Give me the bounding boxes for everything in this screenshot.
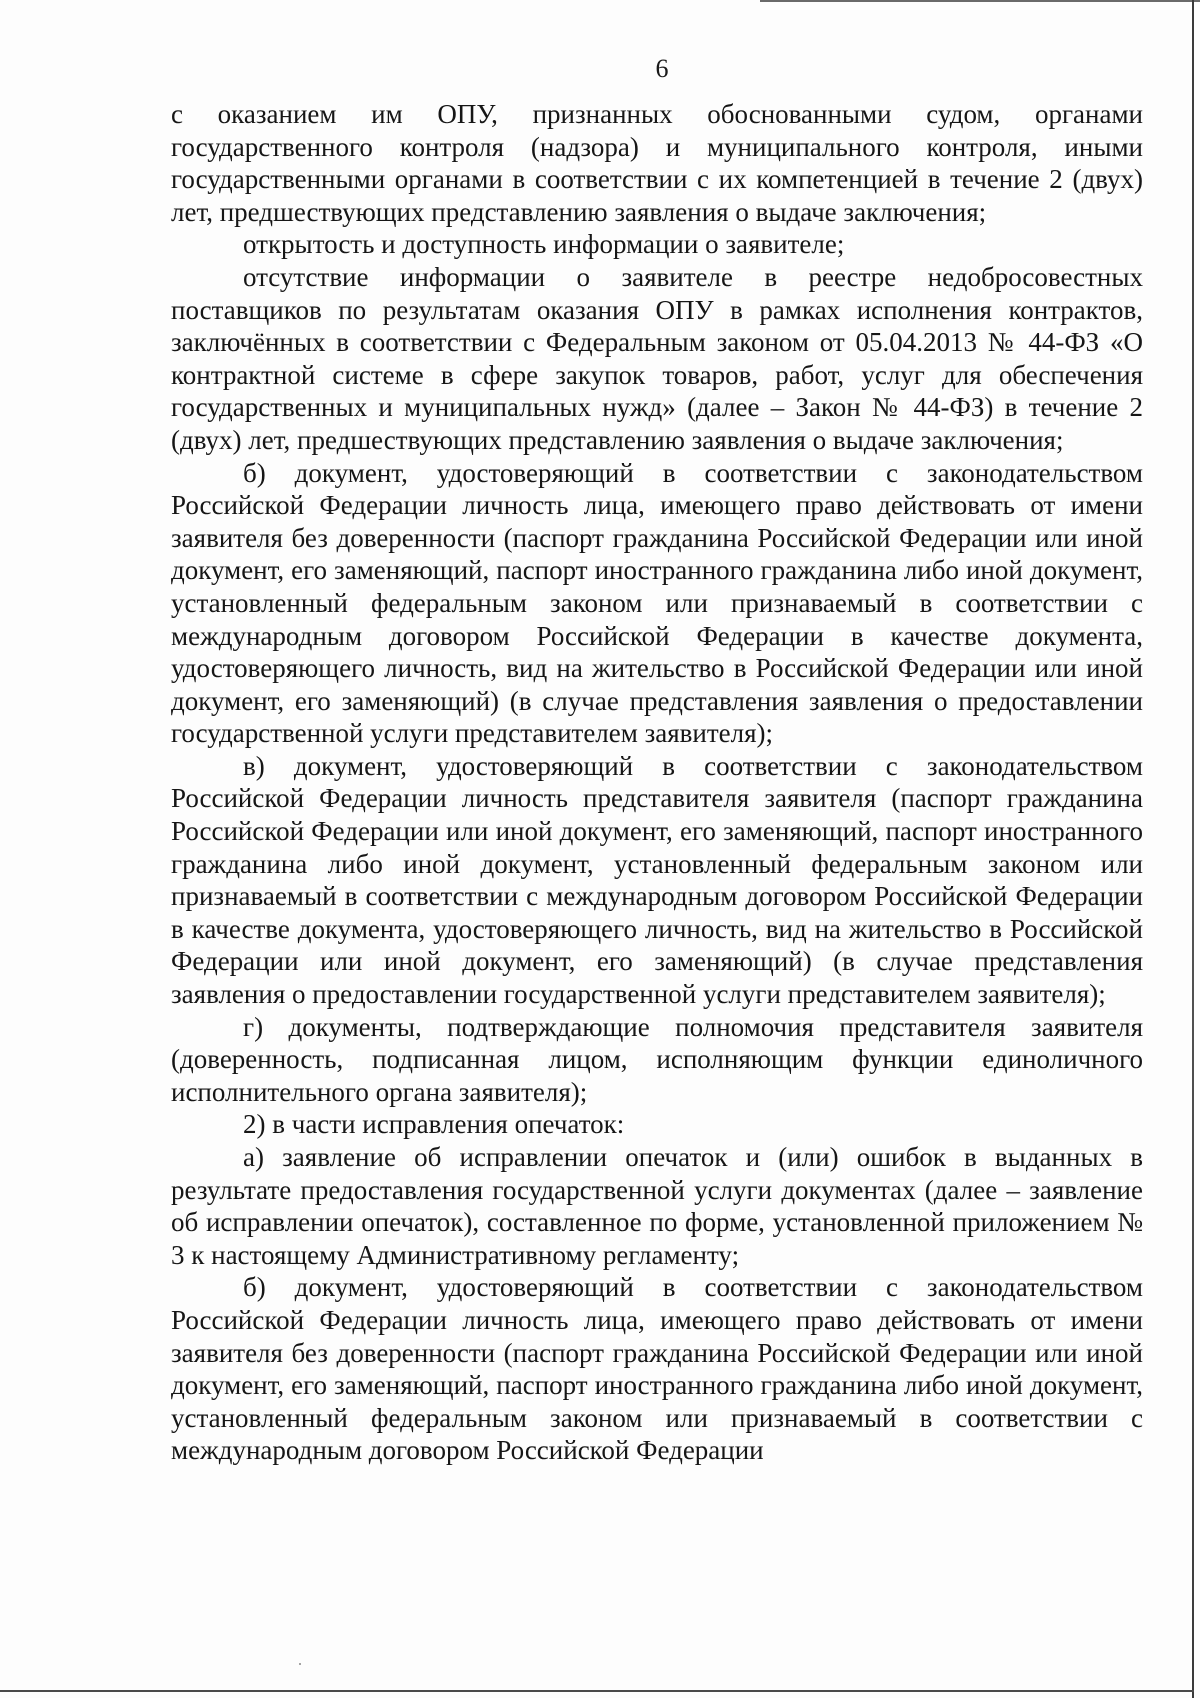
scan-edge-right bbox=[1192, 0, 1194, 1698]
body-text bbox=[171, 98, 1143, 1467]
scan-edge-bottom bbox=[0, 1690, 1194, 1692]
paragraph-item-b-2: б) документ, удостоверяющий в соответствии с законодательством Российской Федерации личность лица, имеющего право действовать от имени заявителя без доверенности (паспорт гражданина Российской Федерации или иной документ, его заменяющий, паспорт иностранного гражданина либо иной документ, установленный федеральным законом или признаваемый в соответствии с международным договором Российской Федерации bbox=[171, 1272, 1143, 1466]
paragraph-item-a: а) заявление об исправлении опечаток и (или) ошибок в выданных в результате предоставления государственной услуги документах (далее – заявление об исправлении опечаток), составленное по форме, установленной приложением № 3 к настоящему Административному регламенту; bbox=[171, 1142, 1143, 1270]
scan-speck bbox=[299, 1663, 301, 1665]
paragraph-item-v: в) документ, удостоверяющий в соответствии с законодательством Российской Федерации личность представителя заявителя (паспорт гражданина Российской Федерации или иной документ, его заменяющий, паспорт иностранного гражданина либо иной документ, установленный федеральным законом или признаваемый в соответствии с международным договором Российской Федерации в качестве документа, удостоверяющего личность, вид на жительство в Российской Федерации или иной документ, его заменяющий) (в случае представления заявления о предоставлении государственной услуги представителем заявителя); bbox=[171, 750, 1143, 1010]
paragraph-continuation: с оказанием им ОПУ, признанных обоснованными судом, органами государственного контроля (надзора) и муниципального контроля, иными государственными органами в соответствии с их компетенцией в течение 2 (двух) лет, предшествующих представлению заявления о выдаче заключения; bbox=[171, 99, 1143, 227]
paragraph-item-g: г) документы, подтверждающие полномочия представителя заявителя (доверенность, подписанная лицом, исполняющим функции единоличного исполнительного органа заявителя); bbox=[171, 1011, 1143, 1107]
paragraph-item-b: б) документ, удостоверяющий в соответствии с законодательством Российской Федерации личность лица, имеющего право действовать от имени заявителя без доверенности (паспорт гражданина Российской Федерации или иной документ, его заменяющий, паспорт иностранного гражданина либо иной документ, установленный федеральным законом или признаваемый в соответствии с международным договором Российской Федерации в качестве документа, удостоверяющего личность, вид на жительство в Российской Федерации или иной документ, его заменяющий) (в случае представления заявления о предоставлении государственной услуги представителем заявителя); bbox=[171, 457, 1143, 749]
page-number: 6 bbox=[655, 54, 669, 83]
scan-edge-top bbox=[760, 0, 1200, 2]
paragraph-openness: открытость и доступность информации о заявителе; bbox=[243, 229, 845, 260]
paragraph-registry: отсутствие информации о заявителе в реестре недобросовестных поставщиков по результатам оказания ОПУ в рамках исполнения контрактов, заключённых в соответствии с Федеральным законом от 05.04.2013 № 44-ФЗ «О контрактной системе в сфере закупок товаров, работ, услуг для обеспечения государственных и муниципальных нужд» (далее – Закон № 44-ФЗ) в течение 2 (двух) лет, предшествующих представлению заявления о выдаче заключения; bbox=[171, 261, 1143, 455]
paragraph-section-2: 2) в части исправления опечаток: bbox=[243, 1109, 625, 1140]
